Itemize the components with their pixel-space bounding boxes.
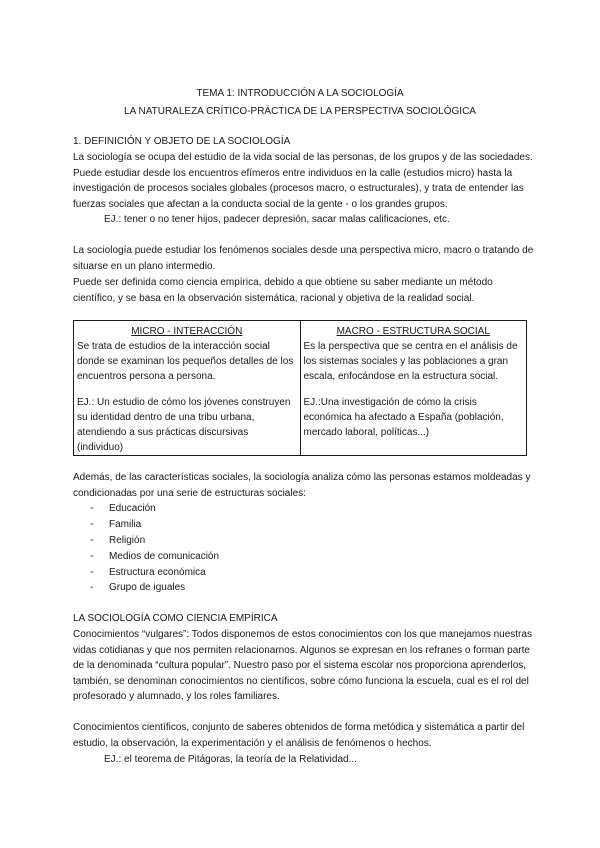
list-dash: - <box>90 566 94 578</box>
section-2-heading: LA SOCIOLOGÍA COMO CIENCIA EMPÍRICA <box>73 613 278 624</box>
document-title: TEMA 1: INTRODUCCIÓN A LA SOCIOLOGÍA <box>196 88 404 99</box>
section-1-heading: 1. DEFINICIÓN Y OBJETO DE LA SOCIOLOGÍA <box>73 136 291 147</box>
list-item <box>90 580 219 596</box>
list-item <box>90 533 219 549</box>
micro-example: EJ.: Un estudio de cómo los jóvenes construyen su identidad dentro de una tribu urbana, atendiendo a sus prácticas discursivas (individuo) <box>77 397 291 453</box>
social-structures-list <box>90 501 219 596</box>
macro-column <box>300 321 527 456</box>
list-item-label: Educación <box>109 503 156 514</box>
section-2-paragraph-2: Conocimientos científicos, conjunto de saberes obtenidos de forma metódica y sistemática a partir del estudio, la observación, la experimentación y el análisis de fenómenos o hechos. <box>73 722 525 749</box>
macro-column-title: MACRO - ESTRUCTURA SOCIAL <box>336 326 490 337</box>
list-item-label: Estructura económica <box>109 566 206 578</box>
macro-description: Es la perspectiva que se centra en el análisis de los sistemas sociales y las poblaciones a gran escala, enfocándose en la estructura social. <box>303 341 518 382</box>
section-2-example: EJ.: el teorema de Pitágoras, la teoría de la Relatividad... <box>104 754 357 765</box>
micro-macro-table <box>73 320 527 456</box>
list-dash: - <box>90 582 94 594</box>
list-item-label: Grupo de iguales <box>109 582 186 594</box>
micro-description: Se trata de estudios de la interacción social donde se examinan los pequeños detalles de los encuentros persona a persona. <box>77 341 294 382</box>
list-item-label: Medios de comunicación <box>109 550 220 562</box>
micro-column-title: MICRO - INTERACCIÓN <box>131 326 243 337</box>
micro-column <box>74 321 301 456</box>
list-dash: - <box>90 518 94 530</box>
list-dash: - <box>90 534 94 546</box>
document-subtitle: LA NATURALEZA CRÍTICO-PRÁCTICA DE LA PERSPECTIVA SOCIOLÓGICA <box>124 106 476 117</box>
list-item-label: Familia <box>109 518 142 530</box>
list-item <box>90 501 219 517</box>
list-dash: - <box>90 550 94 562</box>
list-item <box>90 549 219 565</box>
list-item <box>90 517 219 533</box>
section-1-paragraph-3: Puede ser definida como ciencia empírica, debido a que obtiene su saber mediante un método científico, y se basa en la observación sistemática, racional y objetiva de la realidad social. <box>73 277 493 304</box>
section-2-paragraph-1: Conocimientos “vulgares”: Todos disponemos de estos conocimientos con los que manejamos nuestras vidas cotidianas y que nos permiten relacionarnos. Algunos se expresan en los refranes o forman parte de la denominada “cultura popular”. Nuestro paso por el sistema escolar nos proporciona aprenderlos, también, se denominan conocimientos no científicos, sobre cómo funciona la escuela, cual es el rol del profesorado y alumnado, y los roles familiares. <box>73 629 532 702</box>
list-item-label: Religión <box>109 534 146 546</box>
macro-example: EJ.:Una investigación de cómo la crisis económica ha afectado a España (población, mercado laboral, políticas...) <box>303 397 504 438</box>
section-1-paragraph-1: La sociología se ocupa del estudio de la vida social de las personas, de los grupos y de las sociedades. Puede estudiar desde los encuentros efímeros entre individuos en la calle (estudios micro) hasta la investigación de procesos sociales globales (procesos macro, o estructurales), y trata de entender las fuerzas sociales que afectan a la conducta social de la gente - o los grandes grupos. <box>73 152 533 210</box>
section-1-paragraph-2: La sociología puede estudiar los fenómenos sociales desde una perspectiva micro, macro o tratando de situarse en un plano intermedio. <box>73 245 534 272</box>
section-1-example: EJ.: tener o no tener hijos, padecer depresión, sacar malas calificaciones, etc. <box>104 214 450 225</box>
list-dash: - <box>90 503 94 514</box>
structures-intro: Además, de las características sociales, la sociología analiza cómo las personas estamos moldeadas y condicionadas por una serie de estructuras sociales: <box>73 472 531 499</box>
list-item <box>90 565 219 581</box>
